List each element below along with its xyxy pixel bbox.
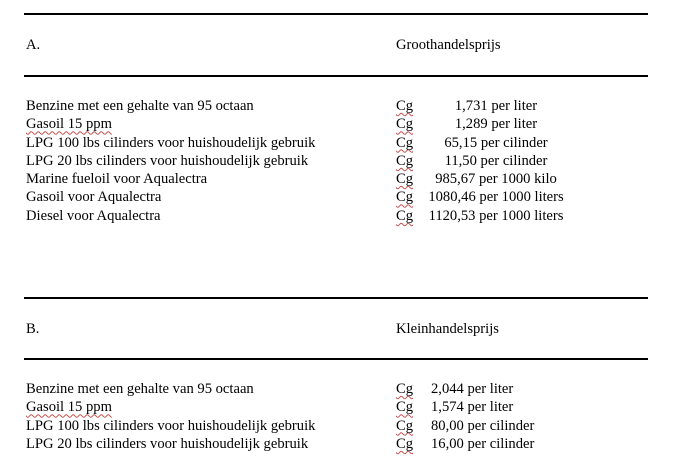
price: 1080,46 per 1000 liters xyxy=(428,189,564,206)
price: 80,00 per cilinder xyxy=(431,417,535,434)
fuel-name: Benzine met een gehalte van 95 octaan xyxy=(26,98,254,114)
fuel-name: LPG 100 lbs cilinders voor huishoudelijk gebruik xyxy=(26,134,316,151)
fuel-name: Gasoil 15 ppm xyxy=(26,116,112,133)
price: 11,50 per cilinder xyxy=(444,152,548,169)
table-row xyxy=(26,398,666,416)
table-row xyxy=(26,435,666,453)
currency: Cg xyxy=(396,435,414,452)
fuel-name: Marine fueloil voor Aqualectra xyxy=(26,171,208,188)
currency: Cg xyxy=(396,189,414,206)
section-b-header: Kleinhandelsprijs xyxy=(396,321,499,337)
section-b-label: B. xyxy=(26,321,40,337)
section-a-price-list xyxy=(26,97,666,225)
price: 1,289 per liter xyxy=(454,116,538,133)
fuel-name: LPG 100 lbs cilinders voor huishoudelijk gebruik xyxy=(26,417,316,434)
currency: Cg xyxy=(396,152,414,169)
price: 16,00 per cilinder xyxy=(431,435,535,452)
fuel-name: Gasoil voor Aqualectra xyxy=(26,189,162,206)
fuel-name: Diesel voor Aqualectra xyxy=(26,207,161,224)
fuel-name: Gasoil 15 ppm xyxy=(26,399,112,416)
section-a-top-rule xyxy=(24,13,648,15)
section-b-price-list xyxy=(26,380,666,453)
table-row xyxy=(26,170,666,188)
price: 1120,53 per 1000 liters xyxy=(428,207,564,224)
table-row xyxy=(26,380,666,398)
table-row xyxy=(26,207,666,225)
currency: Cg xyxy=(396,98,414,114)
price: 65,15 per cilinder xyxy=(444,134,548,151)
currency: Cg xyxy=(396,134,414,151)
table-row xyxy=(26,152,666,170)
currency: Cg xyxy=(396,417,414,434)
currency: Cg xyxy=(396,381,414,397)
section-a-header: Groothandelsprijs xyxy=(396,37,501,53)
section-b-top-rule xyxy=(24,297,648,299)
table-row xyxy=(26,188,666,206)
price: 1,731 per liter xyxy=(454,98,538,114)
fuel-name: LPG 20 lbs cilinders voor huishoudelijk gebruik xyxy=(26,435,309,452)
fuel-name: Benzine met een gehalte van 95 octaan xyxy=(26,381,254,397)
section-a-header-rule xyxy=(24,75,648,77)
price: 2,044 per liter xyxy=(431,381,514,397)
currency: Cg xyxy=(396,207,414,224)
table-row xyxy=(26,97,666,115)
price: 1,574 per liter xyxy=(431,399,514,416)
currency: Cg xyxy=(396,399,414,416)
currency: Cg xyxy=(396,116,414,133)
fuel-name: LPG 20 lbs cilinders voor huishoudelijk gebruik xyxy=(26,152,309,169)
table-row xyxy=(26,134,666,152)
section-b-header-rule xyxy=(24,358,648,360)
section-a-label: A. xyxy=(26,37,41,53)
currency: Cg xyxy=(396,171,414,188)
price: 985,67 per 1000 kilo xyxy=(435,171,557,188)
table-row xyxy=(26,115,666,133)
table-row xyxy=(26,417,666,435)
